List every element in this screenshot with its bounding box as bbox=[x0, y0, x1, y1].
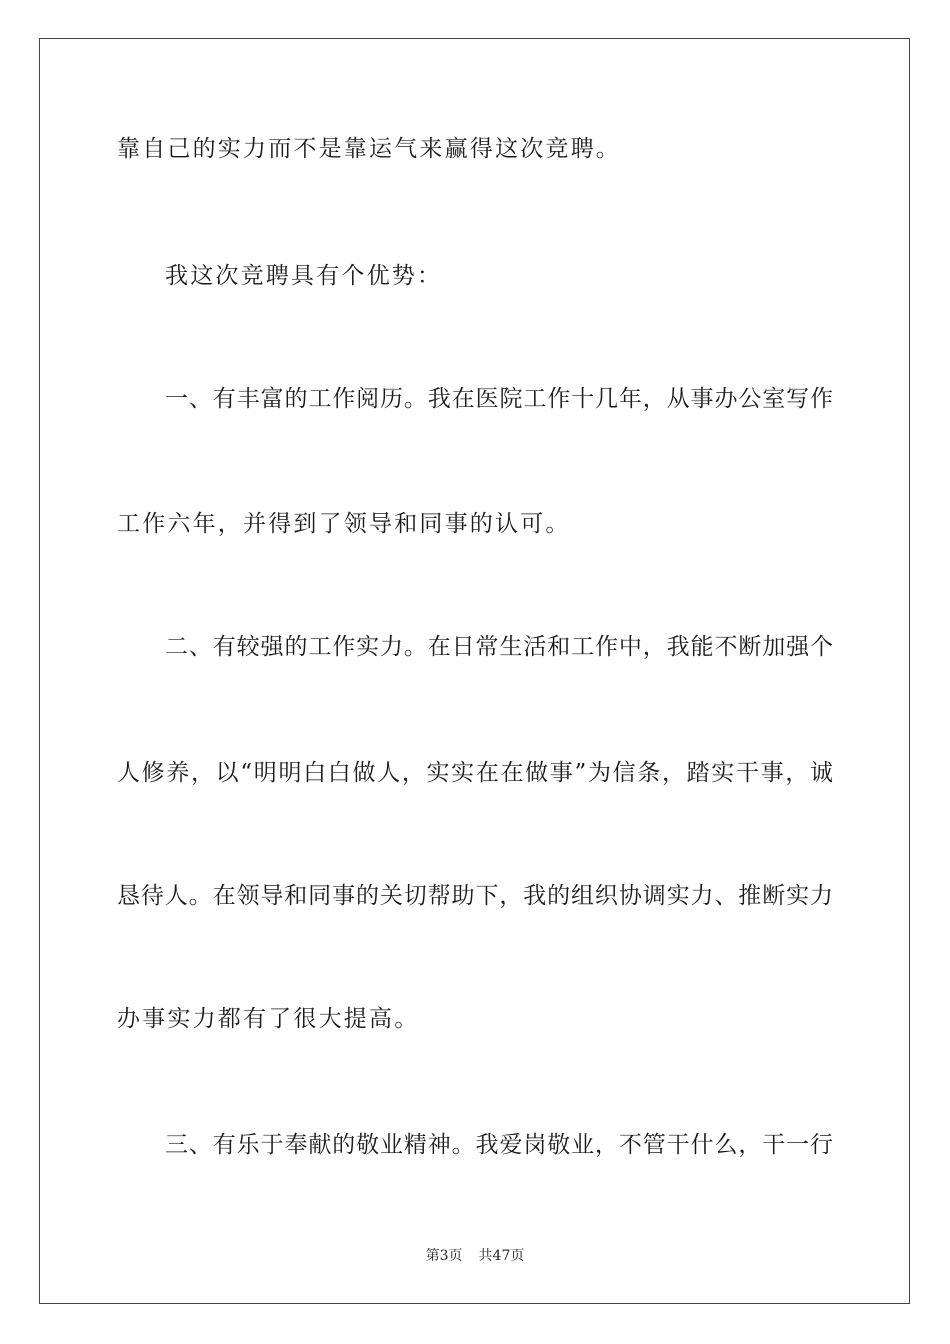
page-footer bbox=[0, 1246, 950, 1266]
paragraph-line: 二、有较强的工作实力。在日常生活和工作中，我能不断加强个 bbox=[165, 634, 833, 660]
paragraph-line: 人修养，以“明明白白做人，实实在在做事”为信条，踏实干事，诚 bbox=[117, 760, 833, 786]
page-number: 第3页 bbox=[425, 1248, 463, 1264]
page-total: 共47页 bbox=[478, 1248, 525, 1264]
paragraph-line: 我这次竞聘具有个优势： bbox=[165, 263, 443, 289]
paragraph-line: 三、有乐于奉献的敬业精神。我爱岗敬业，不管干什么，干一行 bbox=[165, 1132, 833, 1158]
paragraph-line: 恳待人。在领导和同事的关切帮助下，我的组织协调实力、推断实力 bbox=[117, 883, 833, 909]
paragraph-line: 靠自己的实力而不是靠运气来赢得这次竞聘。 bbox=[117, 136, 621, 162]
paragraph-line: 办事实力都有了很大提高。 bbox=[117, 1006, 420, 1032]
paragraph-line: 工作六年，并得到了领导和同事的认可。 bbox=[117, 511, 571, 537]
paragraph-line: 一、有丰富的工作阅历。我在医院工作十几年，从事办公室写作 bbox=[165, 386, 833, 412]
page-border bbox=[39, 38, 910, 1304]
